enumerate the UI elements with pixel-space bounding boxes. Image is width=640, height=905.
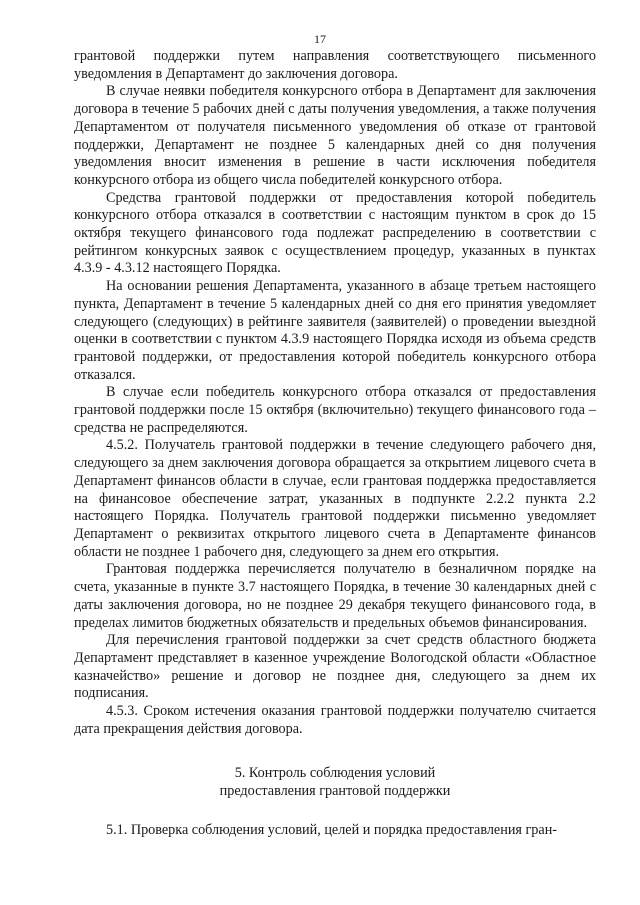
paragraph: Для перечисления грантовой поддержки за счет средств областного бюджета Департамент представляет в казенное учреждение Вологодской области «Областное казначейство» решение и договор не позднее дня, следующего за днем их подписания. — [74, 632, 596, 702]
section-heading — [74, 764, 596, 800]
paragraph: 4.5.3. Сроком истечения оказания грантовой поддержки получателю считается дата прекращения действия договора. — [74, 703, 596, 737]
section-heading-line2: предоставления грантовой поддержки — [219, 783, 451, 800]
paragraph: В случае если победитель конкурсного отбора отказался от предоставления грантовой поддержки после 15 октября (включительно) текущего финансового года – средства не распределяются. — [74, 384, 596, 436]
paragraph: В случае неявки победителя конкурсного отбора в Департамент для заключения договора в течение 5 рабочих дней с даты получения уведомления, а также получения Департаментом от получателя письменного уведомления об отказе от грантовой поддержки, Департамент не позднее 5 календарных дней со дня получения уведомления вносит изменения в решение в части исключения победителя конкурсного отбора из общего числа победителей конкурсного отбора. — [74, 83, 596, 188]
document-body — [74, 48, 596, 840]
paragraph: На основании решения Департамента, указанного в абзаце третьем настоящего пункта, Департамент в течение 5 календарных дней со дня его принятия уведомляет следующего (следующих) в рейтинге заявителя (заявителей) о проведении выездной оценки в соответствии с пунктом 4.3.9 настоящего Порядка исходя из объема средств грантовой поддержки, от предоставления которой победитель конкурсного отбора отказался. — [74, 278, 596, 383]
paragraph: Грантовая поддержка перечисляется получателю в безналичном порядке на счета, указанные в пункте 3.7 настоящего Порядка, в течение 30 календарных дней с даты заключения договора, но не позднее 29 декабря текущего финансового года, в пределах лимитов бюджетных обязательств и предельных объемов финансирования. — [74, 561, 596, 631]
paragraph: 4.5.2. Получатель грантовой поддержки в течение следующего рабочего дня, следующего за днем заключения договора обращается за открытием лицевого счета в Департамент финансов области в случае, если грантовая поддержка предоставляется на финансовое обеспечение затрат, указанных в подпункте 2.2.2 пункта 2.2 настоящего Порядка. Получатель грантовой поддержки письменно уведомляет Департамент о реквизитах открытого лицевого счета в Департаменте финансов области не позднее 1 рабочего дня, следующего за днем его открытия. — [74, 437, 596, 560]
paragraph: Средства грантовой поддержки от предоставления которой победитель конкурсного отбора отказался в соответствии с настоящим пунктом в срок до 15 октября текущего финансового года подлежат распределению в соответствии с рейтингом конкурсных заявок с осуществлением процедур, указанных в пунктах 4.3.9 - 4.3.12 настоящего Порядка. — [74, 189, 596, 277]
paragraph: грантовой поддержки путем направления соответствующего письменного уведомления в Департамент до заключения договора. — [74, 48, 596, 82]
final-paragraph-line: 5.1. Проверка соблюдения условий, целей и порядка предоставления гран- — [106, 822, 558, 839]
section-heading-line1: 5. Контроль соблюдения условий — [234, 765, 436, 782]
page-number: 17 — [314, 32, 326, 46]
